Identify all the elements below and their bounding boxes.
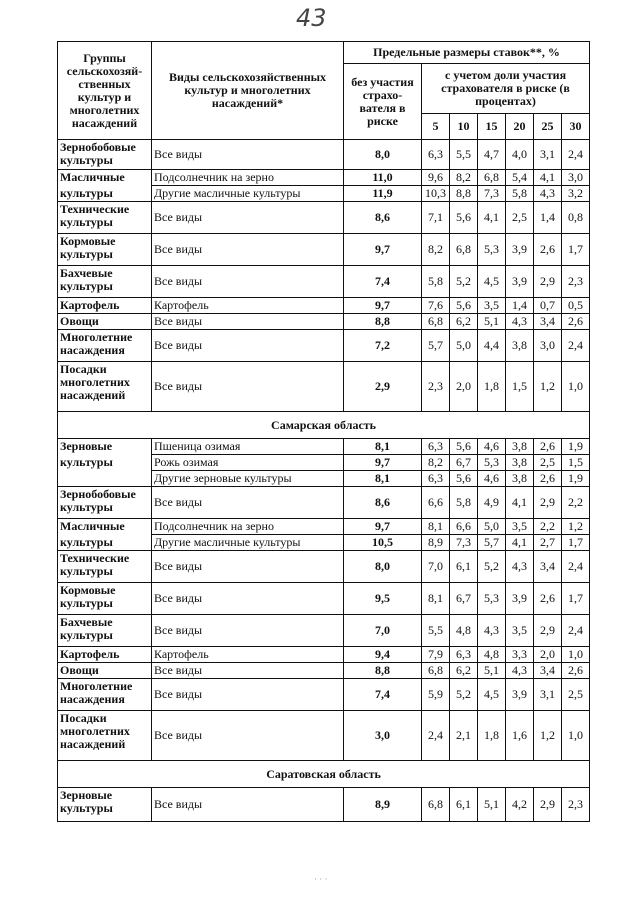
header-group: Группы сельскохозяй-ственных культур и многолетних насаждений: [58, 42, 152, 140]
table-row: [58, 679, 590, 711]
share-rate: 2,0: [450, 362, 478, 412]
share-rate: 3,8: [506, 330, 534, 362]
share-rate: 4,1: [506, 487, 534, 519]
share-rate: 4,7: [478, 140, 506, 170]
table-row: [58, 711, 590, 761]
share-rate: 2,6: [534, 234, 562, 266]
share-rate: 3,9: [506, 679, 534, 711]
crop-group: Зернобобовые культуры: [58, 140, 152, 170]
share-rate: 4,1: [478, 202, 506, 234]
base-rate: 7,0: [344, 615, 422, 647]
share-rate: 8,2: [422, 234, 450, 266]
share-rate: 8,1: [422, 519, 450, 535]
share-rate: 2,4: [562, 551, 590, 583]
share-rate: 1,5: [506, 362, 534, 412]
share-rate: 7,1: [422, 202, 450, 234]
table-row: [58, 455, 590, 471]
share-rate: 9,6: [422, 170, 450, 186]
share-rate: 4,8: [450, 615, 478, 647]
share-rate: 6,8: [450, 234, 478, 266]
share-rate: 5,6: [450, 298, 478, 314]
share-rate: 1,2: [534, 711, 562, 761]
base-rate: 8,1: [344, 439, 422, 455]
base-rate: 11,0: [344, 170, 422, 186]
crop-kind: Картофель: [152, 647, 344, 663]
share-rate: 1,0: [562, 647, 590, 663]
crop-kind: Рожь озимая: [152, 455, 344, 471]
share-rate: 3,9: [506, 266, 534, 298]
share-rate: 5,7: [422, 330, 450, 362]
table-row: [58, 186, 590, 202]
base-rate: 9,4: [344, 647, 422, 663]
share-rate: 8,1: [422, 583, 450, 615]
share-rate: 6,8: [422, 314, 450, 330]
share-rate: 8,9: [422, 535, 450, 551]
share-rate: 1,2: [562, 519, 590, 535]
region-title: Самарская область: [58, 412, 590, 439]
region-title: Саратовская область: [58, 761, 590, 788]
crop-group: Кормовые культуры: [58, 583, 152, 615]
share-rate: 1,7: [562, 535, 590, 551]
crop-group: Масличные: [58, 170, 152, 186]
share-rate: 7,0: [422, 551, 450, 583]
share-rate: 1,0: [562, 711, 590, 761]
table-row: [58, 202, 590, 234]
header-with-share: с учетом доли участия страхователя в риске (в процентах): [422, 64, 590, 114]
share-rate: 3,2: [562, 186, 590, 202]
share-rate: 6,3: [450, 647, 478, 663]
table-row: [58, 234, 590, 266]
crop-kind: Все виды: [152, 362, 344, 412]
share-rate: 2,4: [422, 711, 450, 761]
crop-group: Посадки многолетних насаждений: [58, 362, 152, 412]
header-share: 5: [422, 114, 450, 140]
base-rate: 8,6: [344, 202, 422, 234]
crop-kind: Все виды: [152, 679, 344, 711]
table-row: [58, 519, 590, 535]
header-kind: Виды сельскохозяйственных культур и многолетних насаждений*: [152, 42, 344, 140]
share-rate: 2,9: [534, 266, 562, 298]
share-rate: 3,9: [506, 234, 534, 266]
share-rate: 0,8: [562, 202, 590, 234]
share-rate: 3,4: [534, 551, 562, 583]
share-rate: 3,4: [534, 663, 562, 679]
share-rate: 5,2: [450, 679, 478, 711]
crop-group: культуры: [58, 455, 152, 471]
share-rate: 1,4: [534, 202, 562, 234]
share-rate: 2,3: [562, 266, 590, 298]
share-rate: 1,7: [562, 234, 590, 266]
header-base: без участия страхо-вателя в риске: [344, 64, 422, 140]
table-row: [58, 551, 590, 583]
share-rate: 6,3: [422, 439, 450, 455]
share-rate: 3,8: [506, 471, 534, 487]
table-row: [58, 583, 590, 615]
base-rate: 7,4: [344, 679, 422, 711]
share-rate: 4,3: [506, 663, 534, 679]
share-rate: 6,6: [450, 519, 478, 535]
share-rate: 6,7: [450, 583, 478, 615]
share-rate: 5,6: [450, 202, 478, 234]
share-rate: 2,9: [534, 487, 562, 519]
crop-kind: Все виды: [152, 314, 344, 330]
share-rate: 2,6: [534, 583, 562, 615]
base-rate: 10,5: [344, 535, 422, 551]
share-rate: 2,6: [534, 439, 562, 455]
share-rate: 4,4: [478, 330, 506, 362]
table-row: [58, 298, 590, 314]
share-rate: 5,3: [478, 234, 506, 266]
share-rate: 6,1: [450, 551, 478, 583]
share-rate: 7,3: [450, 535, 478, 551]
share-rate: 3,0: [534, 330, 562, 362]
share-rate: 2,2: [534, 519, 562, 535]
header-share: 25: [534, 114, 562, 140]
crop-group: Технические культуры: [58, 202, 152, 234]
crop-kind: Другие масличные культуры: [152, 535, 344, 551]
crop-group: [58, 471, 152, 487]
share-rate: 2,6: [534, 471, 562, 487]
share-rate: 1,8: [478, 711, 506, 761]
crop-kind: Все виды: [152, 551, 344, 583]
share-rate: 2,1: [450, 711, 478, 761]
table-row: [58, 314, 590, 330]
base-rate: 8,9: [344, 788, 422, 822]
crop-kind: Все виды: [152, 140, 344, 170]
share-rate: 1,8: [478, 362, 506, 412]
share-rate: 3,9: [506, 583, 534, 615]
share-rate: 2,4: [562, 140, 590, 170]
share-rate: 2,3: [562, 788, 590, 822]
region-row: [58, 412, 590, 439]
share-rate: 4,6: [478, 439, 506, 455]
crop-kind: Подсолнечник на зерно: [152, 519, 344, 535]
crop-kind: Все виды: [152, 711, 344, 761]
share-rate: 1,0: [562, 362, 590, 412]
share-rate: 6,2: [450, 314, 478, 330]
share-rate: 2,6: [562, 663, 590, 679]
region-row: [58, 761, 590, 788]
share-rate: 1,2: [534, 362, 562, 412]
crop-group: Бахчевые культуры: [58, 266, 152, 298]
share-rate: 2,5: [562, 679, 590, 711]
table-row: [58, 788, 590, 822]
crop-kind: Картофель: [152, 298, 344, 314]
share-rate: 5,3: [478, 583, 506, 615]
share-rate: 2,5: [534, 455, 562, 471]
share-rate: 3,1: [534, 679, 562, 711]
table-row: [58, 266, 590, 298]
base-rate: 2,9: [344, 362, 422, 412]
share-rate: 7,9: [422, 647, 450, 663]
crop-kind: Все виды: [152, 234, 344, 266]
share-rate: 4,5: [478, 679, 506, 711]
share-rate: 10,3: [422, 186, 450, 202]
crop-kind: Все виды: [152, 788, 344, 822]
crop-group: Картофель: [58, 298, 152, 314]
table-row: [58, 535, 590, 551]
share-rate: 1,7: [562, 583, 590, 615]
base-rate: 8,0: [344, 551, 422, 583]
share-rate: 4,3: [478, 615, 506, 647]
crop-group: культуры: [58, 186, 152, 202]
table-row: [58, 439, 590, 455]
share-rate: 3,5: [506, 615, 534, 647]
share-rate: 6,8: [422, 663, 450, 679]
crop-kind: Пшеница озимая: [152, 439, 344, 455]
table-row: [58, 615, 590, 647]
share-rate: 6,7: [450, 455, 478, 471]
base-rate: 9,5: [344, 583, 422, 615]
crop-kind: Все виды: [152, 330, 344, 362]
crop-group: Посадки многолетних насаждений: [58, 711, 152, 761]
share-rate: 6,3: [422, 471, 450, 487]
share-rate: 4,5: [478, 266, 506, 298]
share-rate: 7,3: [478, 186, 506, 202]
table-row: [58, 487, 590, 519]
crop-group: Технические культуры: [58, 551, 152, 583]
share-rate: 4,8: [478, 647, 506, 663]
share-rate: 2,2: [562, 487, 590, 519]
header-limits: Предельные размеры ставок**, %: [344, 42, 590, 64]
share-rate: 3,5: [506, 519, 534, 535]
share-rate: 2,0: [534, 647, 562, 663]
share-rate: 2,5: [506, 202, 534, 234]
share-rate: 5,5: [422, 615, 450, 647]
base-rate: 8,6: [344, 487, 422, 519]
share-rate: 4,3: [534, 186, 562, 202]
share-rate: 5,1: [478, 663, 506, 679]
header-share: 10: [450, 114, 478, 140]
share-rate: 3,1: [534, 140, 562, 170]
base-rate: 3,0: [344, 711, 422, 761]
share-rate: 5,7: [478, 535, 506, 551]
share-rate: 6,8: [478, 170, 506, 186]
header-share: 20: [506, 114, 534, 140]
crop-kind: Все виды: [152, 487, 344, 519]
share-rate: 4,2: [506, 788, 534, 822]
crop-group: Зерновые культуры: [58, 788, 152, 822]
base-rate: 7,2: [344, 330, 422, 362]
base-rate: 8,1: [344, 471, 422, 487]
crop-group: Зернобобовые культуры: [58, 487, 152, 519]
table-row: [58, 362, 590, 412]
share-rate: 1,9: [562, 471, 590, 487]
header-share: 30: [562, 114, 590, 140]
crop-kind: Подсолнечник на зерно: [152, 170, 344, 186]
share-rate: 6,2: [450, 663, 478, 679]
share-rate: 4,9: [478, 487, 506, 519]
share-rate: 5,4: [506, 170, 534, 186]
share-rate: 2,9: [534, 615, 562, 647]
crop-kind: Другие зерновые культуры: [152, 471, 344, 487]
share-rate: 2,9: [534, 788, 562, 822]
crop-kind: Все виды: [152, 663, 344, 679]
share-rate: 4,1: [506, 535, 534, 551]
base-rate: 11,9: [344, 186, 422, 202]
share-rate: 5,8: [506, 186, 534, 202]
share-rate: 6,1: [450, 788, 478, 822]
share-rate: 5,2: [450, 266, 478, 298]
share-rate: 3,4: [534, 314, 562, 330]
share-rate: 8,8: [450, 186, 478, 202]
share-rate: 5,6: [450, 471, 478, 487]
share-rate: 2,4: [562, 615, 590, 647]
share-rate: 5,1: [478, 788, 506, 822]
crop-group: Бахчевые культуры: [58, 615, 152, 647]
share-rate: 8,2: [422, 455, 450, 471]
share-rate: 4,0: [506, 140, 534, 170]
share-rate: 3,8: [506, 455, 534, 471]
share-rate: 5,3: [478, 455, 506, 471]
table-row: [58, 140, 590, 170]
crop-kind: Все виды: [152, 615, 344, 647]
share-rate: 4,6: [478, 471, 506, 487]
base-rate: 9,7: [344, 298, 422, 314]
share-rate: 3,5: [478, 298, 506, 314]
base-rate: 8,0: [344, 140, 422, 170]
table-row: [58, 471, 590, 487]
share-rate: 0,7: [534, 298, 562, 314]
crop-group: Кормовые культуры: [58, 234, 152, 266]
insurance-rates-table: [57, 41, 590, 822]
share-rate: 1,6: [506, 711, 534, 761]
crop-kind: Другие масличные культуры: [152, 186, 344, 202]
header-share: 15: [478, 114, 506, 140]
share-rate: 8,2: [450, 170, 478, 186]
share-rate: 1,9: [562, 439, 590, 455]
share-rate: 6,8: [422, 788, 450, 822]
crop-group: Многолетние насаждения: [58, 679, 152, 711]
crop-group: Многолетние насаждения: [58, 330, 152, 362]
base-rate: 8,8: [344, 663, 422, 679]
share-rate: 3,0: [562, 170, 590, 186]
crop-group: Зерновые: [58, 439, 152, 455]
share-rate: 4,3: [506, 314, 534, 330]
page-number: 43: [296, 4, 327, 32]
share-rate: 4,3: [506, 551, 534, 583]
crop-group: культуры: [58, 535, 152, 551]
share-rate: 2,7: [534, 535, 562, 551]
share-rate: 7,6: [422, 298, 450, 314]
share-rate: 6,3: [422, 140, 450, 170]
crop-kind: Все виды: [152, 202, 344, 234]
table-row: [58, 663, 590, 679]
crop-kind: Все виды: [152, 583, 344, 615]
share-rate: 5,6: [450, 439, 478, 455]
share-rate: 1,4: [506, 298, 534, 314]
share-rate: 4,1: [534, 170, 562, 186]
share-rate: 5,9: [422, 679, 450, 711]
base-rate: 9,7: [344, 455, 422, 471]
share-rate: 5,8: [450, 487, 478, 519]
share-rate: 6,6: [422, 487, 450, 519]
share-rate: 5,2: [478, 551, 506, 583]
share-rate: 5,0: [450, 330, 478, 362]
table-row: [58, 647, 590, 663]
share-rate: 5,0: [478, 519, 506, 535]
share-rate: 1,5: [562, 455, 590, 471]
table-row: [58, 330, 590, 362]
base-rate: 9,7: [344, 234, 422, 266]
share-rate: 5,5: [450, 140, 478, 170]
share-rate: 0,5: [562, 298, 590, 314]
base-rate: 7,4: [344, 266, 422, 298]
share-rate: 3,8: [506, 439, 534, 455]
share-rate: 5,8: [422, 266, 450, 298]
crop-group: Овощи: [58, 663, 152, 679]
footer-mark: · · ·: [314, 874, 328, 884]
crop-group: Овощи: [58, 314, 152, 330]
share-rate: 5,1: [478, 314, 506, 330]
base-rate: 9,7: [344, 519, 422, 535]
crop-group: Масличные: [58, 519, 152, 535]
share-rate: 2,4: [562, 330, 590, 362]
share-rate: 3,3: [506, 647, 534, 663]
crop-kind: Все виды: [152, 266, 344, 298]
table-row: [58, 170, 590, 186]
share-rate: 2,3: [422, 362, 450, 412]
share-rate: 2,6: [562, 314, 590, 330]
crop-group: Картофель: [58, 647, 152, 663]
base-rate: 8,8: [344, 314, 422, 330]
